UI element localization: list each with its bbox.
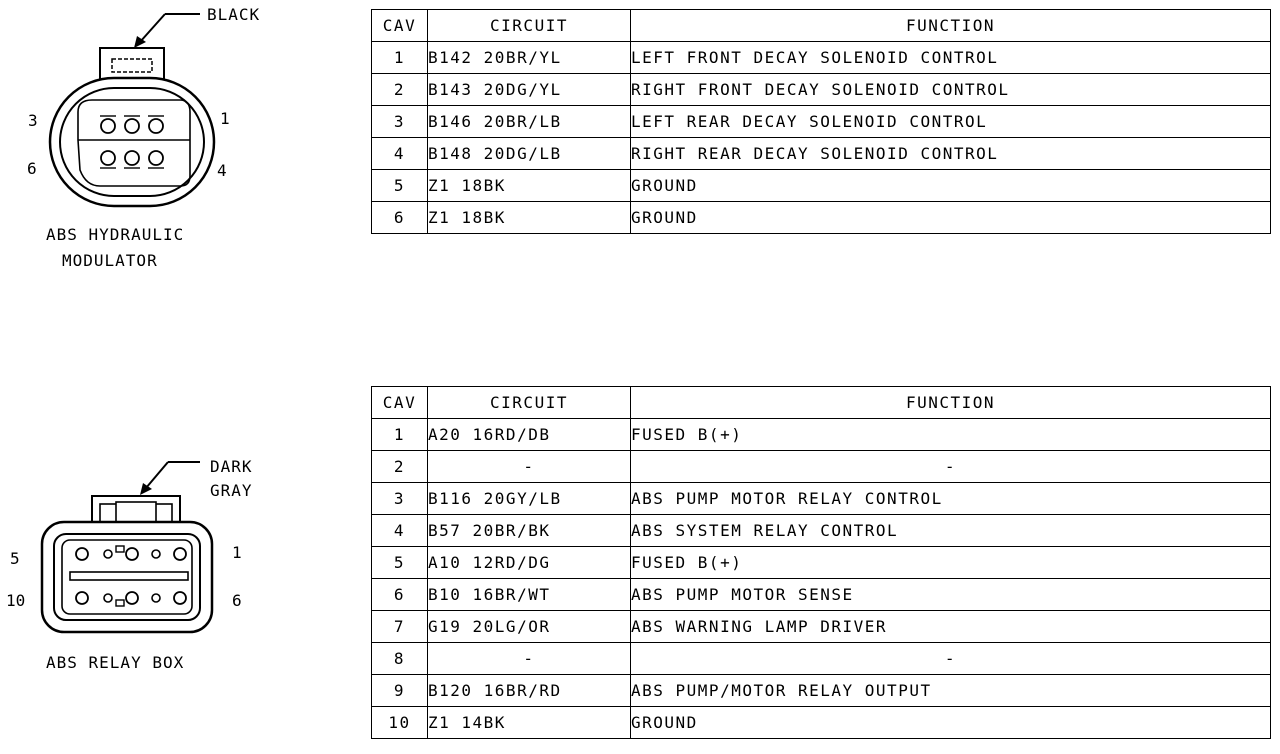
connector-color-label-line2: GRAY: [210, 481, 253, 500]
circuit-cell: B143 20DG/YL: [428, 74, 631, 106]
table-row: [372, 579, 1271, 611]
connector-name-line2: MODULATOR: [62, 251, 158, 270]
table-row: [372, 515, 1271, 547]
table-row: [372, 138, 1271, 170]
circuit-header: CIRCUIT: [428, 387, 631, 419]
function-cell: ABS PUMP/MOTOR RELAY OUTPUT: [631, 675, 1271, 707]
connector-name: ABS HYDRAULIC: [46, 225, 185, 244]
pin-label-1: 1: [232, 543, 242, 562]
function-cell: FUSED B(+): [631, 419, 1271, 451]
hydraulic-modulator-pinout-table: [371, 9, 1271, 234]
pin-label-10: 10: [6, 591, 26, 610]
cav-cell: 3: [372, 483, 428, 515]
cav-header: CAV: [372, 10, 428, 42]
circuit-cell: B116 20GY/LB: [428, 483, 631, 515]
cav-cell: 6: [372, 579, 428, 611]
connector-name: ABS RELAY BOX: [46, 653, 185, 672]
relay-box-pinout-table: [371, 386, 1271, 739]
circuit-cell: B120 16BR/RD: [428, 675, 631, 707]
function-cell: ABS PUMP MOTOR SENSE: [631, 579, 1271, 611]
function-cell: -: [631, 643, 1271, 675]
circuit-cell: B146 20BR/LB: [428, 106, 631, 138]
table-row: [372, 170, 1271, 202]
cav-cell: 5: [372, 170, 428, 202]
cav-cell: 5: [372, 547, 428, 579]
circuit-header: CIRCUIT: [428, 10, 631, 42]
cav-cell: 10: [372, 707, 428, 739]
pin-label-3: 3: [28, 111, 38, 130]
function-header: FUNCTION: [631, 10, 1271, 42]
function-cell: ABS SYSTEM RELAY CONTROL: [631, 515, 1271, 547]
table-row: [372, 707, 1271, 739]
pin-label-1: 1: [220, 109, 230, 128]
circuit-cell: Z1 14BK: [428, 707, 631, 739]
cav-cell: 8: [372, 643, 428, 675]
function-cell: LEFT FRONT DECAY SOLENOID CONTROL: [631, 42, 1271, 74]
function-cell: ABS PUMP MOTOR RELAY CONTROL: [631, 483, 1271, 515]
table-row: [372, 419, 1271, 451]
abs-relay-box-connector: [0, 440, 360, 700]
cav-cell: 2: [372, 451, 428, 483]
circuit-cell: -: [428, 643, 631, 675]
circuit-cell: Z1 18BK: [428, 202, 631, 234]
function-header: FUNCTION: [631, 387, 1271, 419]
pin-label-4: 4: [217, 161, 227, 180]
table-row: [372, 611, 1271, 643]
function-cell: GROUND: [631, 707, 1271, 739]
function-cell: GROUND: [631, 202, 1271, 234]
cav-cell: 9: [372, 675, 428, 707]
cav-cell: 1: [372, 419, 428, 451]
circuit-cell: B10 16BR/WT: [428, 579, 631, 611]
function-cell: ABS WARNING LAMP DRIVER: [631, 611, 1271, 643]
cav-cell: 7: [372, 611, 428, 643]
table-row: [372, 42, 1271, 74]
pin-label-6: 6: [27, 159, 37, 178]
function-cell: GROUND: [631, 170, 1271, 202]
pin-label-5: 5: [10, 549, 20, 568]
table-row: [372, 451, 1271, 483]
table-header-row: [372, 10, 1271, 42]
cav-cell: 2: [372, 74, 428, 106]
circuit-cell: B57 20BR/BK: [428, 515, 631, 547]
table-row: [372, 483, 1271, 515]
function-cell: -: [631, 451, 1271, 483]
table-row: [372, 74, 1271, 106]
function-cell: FUSED B(+): [631, 547, 1271, 579]
circuit-cell: B142 20BR/YL: [428, 42, 631, 74]
circuit-cell: Z1 18BK: [428, 170, 631, 202]
circuit-cell: G19 20LG/OR: [428, 611, 631, 643]
pin-label-6: 6: [232, 591, 242, 610]
cav-header: CAV: [372, 387, 428, 419]
table-row: [372, 547, 1271, 579]
table-header-row: [372, 387, 1271, 419]
cav-cell: 6: [372, 202, 428, 234]
connector-color-label: BLACK: [207, 5, 261, 24]
cav-cell: 4: [372, 515, 428, 547]
cav-cell: 3: [372, 106, 428, 138]
cav-cell: 1: [372, 42, 428, 74]
table-row: [372, 202, 1271, 234]
cav-cell: 4: [372, 138, 428, 170]
function-cell: LEFT REAR DECAY SOLENOID CONTROL: [631, 106, 1271, 138]
table-row: [372, 675, 1271, 707]
circuit-cell: A20 16RD/DB: [428, 419, 631, 451]
circuit-cell: -: [428, 451, 631, 483]
table-row: [372, 643, 1271, 675]
function-cell: RIGHT REAR DECAY SOLENOID CONTROL: [631, 138, 1271, 170]
connector-color-label: DARK: [210, 457, 253, 476]
circuit-cell: B148 20DG/LB: [428, 138, 631, 170]
function-cell: RIGHT FRONT DECAY SOLENOID CONTROL: [631, 74, 1271, 106]
abs-hydraulic-modulator-connector: [0, 0, 360, 280]
table-row: [372, 106, 1271, 138]
circuit-cell: A10 12RD/DG: [428, 547, 631, 579]
